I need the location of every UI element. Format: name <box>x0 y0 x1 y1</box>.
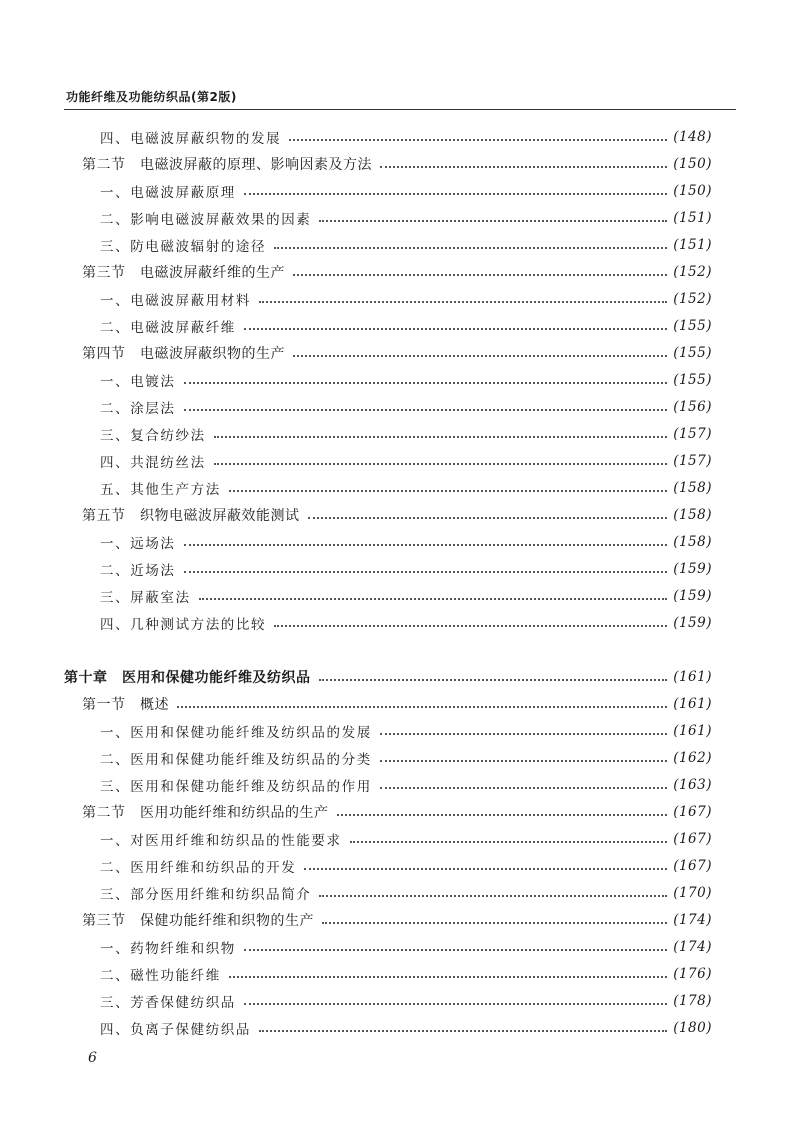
toc-entry-page: (161) <box>673 723 712 739</box>
dot-leader <box>214 462 667 465</box>
toc-entry-title: 三、芳香保健纺织品 <box>100 995 236 1011</box>
toc-entry-item <box>100 315 712 337</box>
dot-leader <box>229 489 667 492</box>
toc-entry-section <box>82 504 712 526</box>
dot-leader <box>380 165 667 168</box>
toc-entry-title: 三、复合纺纱法 <box>100 428 206 444</box>
toc-entry-title: 第二节 电磁波屏蔽的原理、影响因素及方法 <box>82 157 372 173</box>
toc-entry-item <box>100 774 712 796</box>
dot-leader <box>337 813 668 816</box>
toc-entry-page: (159) <box>673 561 712 577</box>
toc-entry-item <box>100 855 712 877</box>
dot-leader <box>177 705 667 708</box>
toc-entry-page: (159) <box>673 615 712 631</box>
toc-entry-item <box>100 963 712 985</box>
toc-entry-item <box>100 882 712 904</box>
toc-entry-page: (178) <box>673 993 712 1009</box>
toc-entry-title: 四、电磁波屏蔽织物的发展 <box>100 131 282 147</box>
running-header: 功能纤维及功能纺织品(第2版) <box>66 90 237 104</box>
toc-entry-item <box>100 396 712 418</box>
toc-entry-page: (180) <box>673 1020 712 1036</box>
toc-entry-page: (162) <box>673 750 712 766</box>
dot-leader <box>322 921 667 924</box>
toc-entry-section <box>82 261 712 283</box>
toc-entry-title: 一、远场法 <box>100 536 176 552</box>
toc-entry-item <box>100 126 712 148</box>
toc-entry-page: (167) <box>673 804 712 820</box>
dot-leader <box>274 624 667 627</box>
dot-leader <box>244 192 667 195</box>
dot-leader <box>244 327 667 330</box>
toc-entry-page: (151) <box>673 210 712 226</box>
toc-entry-title: 第五节 织物电磁波屏蔽效能测试 <box>82 508 300 524</box>
toc-entry-page: (155) <box>673 318 712 334</box>
toc-entry-item <box>100 936 712 958</box>
toc-entry-item <box>100 585 712 607</box>
toc-entry-page: (152) <box>673 291 712 307</box>
toc-entry-item <box>100 369 712 391</box>
dot-leader <box>319 894 667 897</box>
toc-entry-page: (155) <box>673 345 712 361</box>
dot-leader <box>380 786 667 789</box>
toc-entry-title: 一、电磁波屏蔽用材料 <box>100 293 251 309</box>
dot-leader <box>293 354 667 357</box>
toc-entry-page: (158) <box>673 507 712 523</box>
toc-entry-title: 四、负离子保健纺织品 <box>100 1022 251 1038</box>
toc-entry-title: 三、医用和保健功能纤维及纺织品的作用 <box>100 779 372 795</box>
toc-entry-item <box>100 747 712 769</box>
toc-entry-item <box>100 558 712 580</box>
toc-entry-page: (159) <box>673 588 712 604</box>
toc-entry-page: (152) <box>673 264 712 280</box>
toc-entry-item <box>100 207 712 229</box>
toc-entry-page: (150) <box>673 183 712 199</box>
dot-leader <box>259 1029 667 1032</box>
dot-leader <box>199 597 668 600</box>
toc-entry-title: 三、屏蔽室法 <box>100 590 191 606</box>
dot-leader <box>274 246 667 249</box>
dot-leader <box>229 975 667 978</box>
toc-entry-item <box>100 990 712 1012</box>
dot-leader <box>244 948 667 951</box>
toc-entry-title: 第四节 电磁波屏蔽织物的生产 <box>82 346 285 362</box>
toc-entry-title: 二、近场法 <box>100 563 176 579</box>
dot-leader <box>308 516 668 519</box>
toc-entry-section <box>82 909 712 931</box>
dot-leader <box>184 570 668 573</box>
toc-entry-title: 三、防电磁波辐射的途径 <box>100 239 267 255</box>
toc-entry-item <box>100 612 712 634</box>
toc-entry-page: (158) <box>673 480 712 496</box>
dot-leader <box>293 273 667 276</box>
toc-entry-item <box>100 234 712 256</box>
toc-entry-title: 二、电磁波屏蔽纤维 <box>100 320 236 336</box>
toc-entry-section <box>82 153 712 175</box>
toc-entry-item <box>100 531 712 553</box>
toc-entry-page: (174) <box>673 939 712 955</box>
toc-entry-title: 一、医用和保健功能纤维及纺织品的发展 <box>100 725 372 741</box>
toc-entry-title: 五、其他生产方法 <box>100 482 221 498</box>
dot-leader <box>259 300 667 303</box>
toc-entry-title: 二、影响电磁波屏蔽效果的因素 <box>100 212 312 228</box>
toc-entry-item <box>100 288 712 310</box>
toc-entry-title: 二、医用纤维和纺织品的开发 <box>100 860 297 876</box>
toc-entry-item <box>100 720 712 742</box>
toc-entry-page: (176) <box>673 966 712 982</box>
toc-entry-title: 四、几种测试方法的比较 <box>100 617 267 633</box>
toc-entry-title: 第三节 保健功能纤维和织物的生产 <box>82 913 314 929</box>
toc-entry-page: (156) <box>673 399 712 415</box>
dot-leader <box>380 759 667 762</box>
toc-entry-page: (158) <box>673 534 712 550</box>
toc-entry-page: (163) <box>673 777 712 793</box>
dot-leader <box>184 381 668 384</box>
toc-entry-title: 三、部分医用纤维和纺织品简介 <box>100 887 312 903</box>
toc-entry-title: 第十章 医用和保健功能纤维及纺织品 <box>64 670 311 686</box>
dot-leader <box>289 138 667 141</box>
dot-leader <box>214 435 667 438</box>
toc-entry-title: 二、医用和保健功能纤维及纺织品的分类 <box>100 752 372 768</box>
toc-entry-page: (155) <box>673 372 712 388</box>
toc-entry-title: 一、对医用纤维和纺织品的性能要求 <box>100 833 342 849</box>
toc-entry-page: (174) <box>673 912 712 928</box>
toc-entry-title: 二、涂层法 <box>100 401 176 417</box>
toc-entry-page: (150) <box>673 156 712 172</box>
toc-entry-title: 第三节 电磁波屏蔽纤维的生产 <box>82 265 285 281</box>
toc-entry-item <box>100 180 712 202</box>
dot-leader <box>350 840 668 843</box>
toc-entry-page: (161) <box>673 669 712 685</box>
toc-entry-title: 一、电镀法 <box>100 374 176 390</box>
toc-entry-page: (157) <box>673 453 712 469</box>
toc-entry-page: (167) <box>673 858 712 874</box>
dot-leader <box>184 408 668 411</box>
toc-entry-section <box>82 801 712 823</box>
toc-entry-section <box>82 693 712 715</box>
toc-entry-page: (167) <box>673 831 712 847</box>
dot-leader <box>304 867 667 870</box>
dot-leader <box>319 219 667 222</box>
toc-entry-title: 第一节 概述 <box>82 697 169 713</box>
toc-entry-section <box>82 342 712 364</box>
toc-entry-page: (157) <box>673 426 712 442</box>
toc-entry-page: (161) <box>673 696 712 712</box>
toc-entry-item <box>100 423 712 445</box>
page-number: 6 <box>88 1050 97 1066</box>
toc-entry-item <box>100 828 712 850</box>
dot-leader <box>244 1002 667 1005</box>
toc-entry-page: (148) <box>673 129 712 145</box>
toc-entry-item <box>100 477 712 499</box>
toc-entry-item <box>100 1017 712 1039</box>
toc-entry-page: (151) <box>673 237 712 253</box>
toc-entry-item <box>100 450 712 472</box>
dot-leader <box>380 732 667 735</box>
toc-entry-chapter <box>64 666 712 688</box>
toc-entry-title: 第二节 医用功能纤维和纺织品的生产 <box>82 805 329 821</box>
toc-entry-title: 二、磁性功能纤维 <box>100 968 221 984</box>
toc-entry-title: 一、电磁波屏蔽原理 <box>100 185 236 201</box>
toc-entry-title: 四、共混纺丝法 <box>100 455 206 471</box>
toc-entry-title: 一、药物纤维和织物 <box>100 941 236 957</box>
dot-leader <box>319 678 668 681</box>
toc-entry-page: (170) <box>673 885 712 901</box>
dot-leader <box>184 543 668 546</box>
